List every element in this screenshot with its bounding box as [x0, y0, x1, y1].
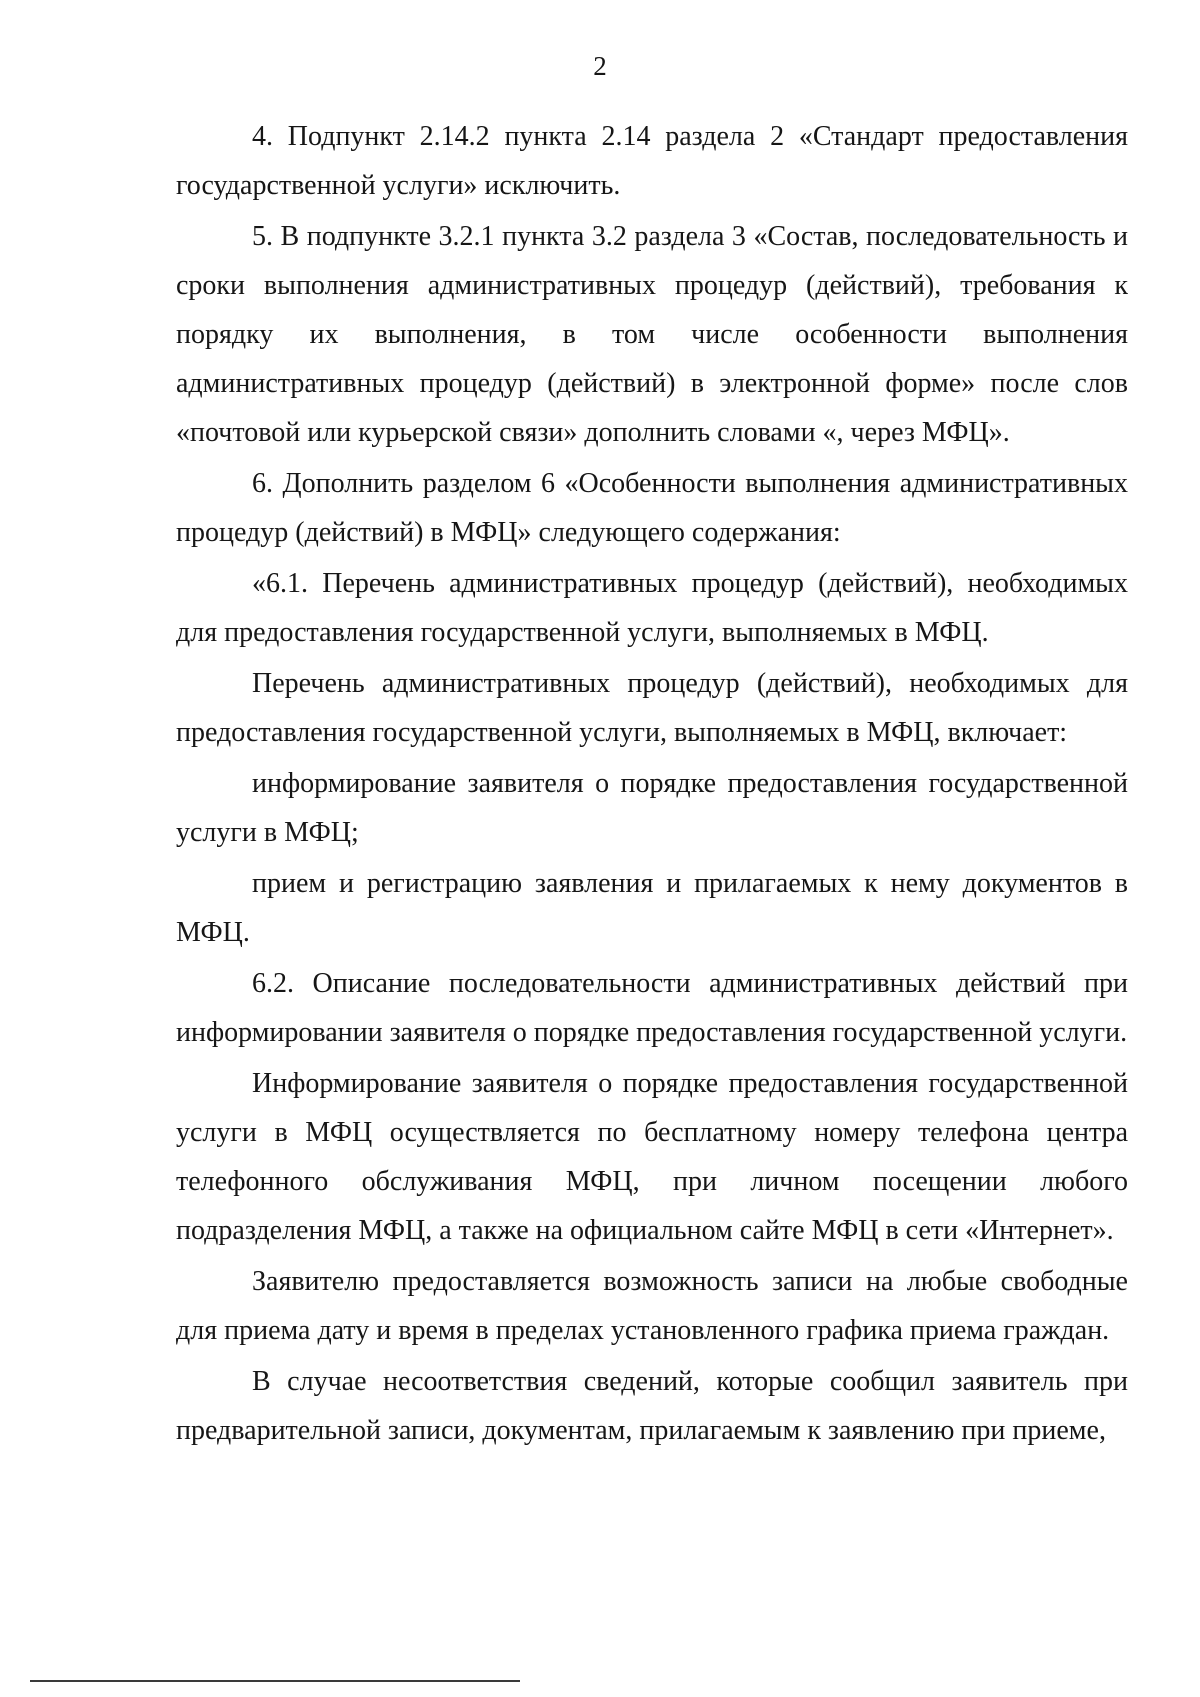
paragraph-appointment-booking: Заявителю предоставляется возможность записи на любые свободные для приема дату и время в пределах установленного графика приема граждан. — [176, 1266, 1128, 1346]
paragraph-section-6-1: «6.1. Перечень административных процедур (действий), необходимых для предоставления государственной услуги, выполняемых в МФЦ. — [176, 568, 1128, 648]
paragraph-informing-channels: Информирование заявителя о порядке предоставления государственной услуги в МФЦ осуществляется по бесплатному номеру телефона центра телефонного обслуживания МФЦ, при личном посещении любого подразделения МФЦ, а также на официальном сайте МФЦ в сети «Интернет». — [176, 1068, 1128, 1246]
paragraph-item-5: 5. В подпункте 3.2.1 пункта 3.2 раздела 3 «Состав, последовательность и сроки выполнения административных процедур (действий), требования к порядку их выполнения, в том числе особенности выполнения административных процедур (действий) в электронной форме» после слов «почтовой или курьерской связи» дополнить словами «, через МФЦ». — [176, 221, 1128, 448]
page-number: 2 — [593, 51, 607, 81]
paragraph-mismatch-case: В случае несоответствия сведений, которые сообщил заявитель при предварительной записи, документам, прилагаемым к заявлению при приеме, — [176, 1366, 1128, 1446]
paragraph-procedure-informing: информирование заявителя о порядке предоставления государственной услуги в МФЦ; — [176, 768, 1128, 848]
paragraph-item-4: 4. Подпункт 2.14.2 пункта 2.14 раздела 2 «Стандарт предоставления государственной услуги» исключить. — [176, 121, 1128, 201]
footer-divider — [30, 1680, 520, 1682]
paragraph-procedures-list-intro: Перечень административных процедур (действий), необходимых для предоставления государственной услуги, выполняемых в МФЦ, включает: — [176, 668, 1128, 748]
paragraph-item-6: 6. Дополнить разделом 6 «Особенности выполнения административных процедур (действий) в МФЦ» следующего содержания: — [176, 468, 1128, 548]
paragraph-procedure-reception: прием и регистрацию заявления и прилагаемых к нему документов в МФЦ. — [176, 868, 1128, 948]
document-body — [176, 112, 1128, 1457]
paragraph-section-6-2: 6.2. Описание последовательности административных действий при информировании заявителя о порядке предоставления государственной услуги. — [176, 968, 1128, 1048]
